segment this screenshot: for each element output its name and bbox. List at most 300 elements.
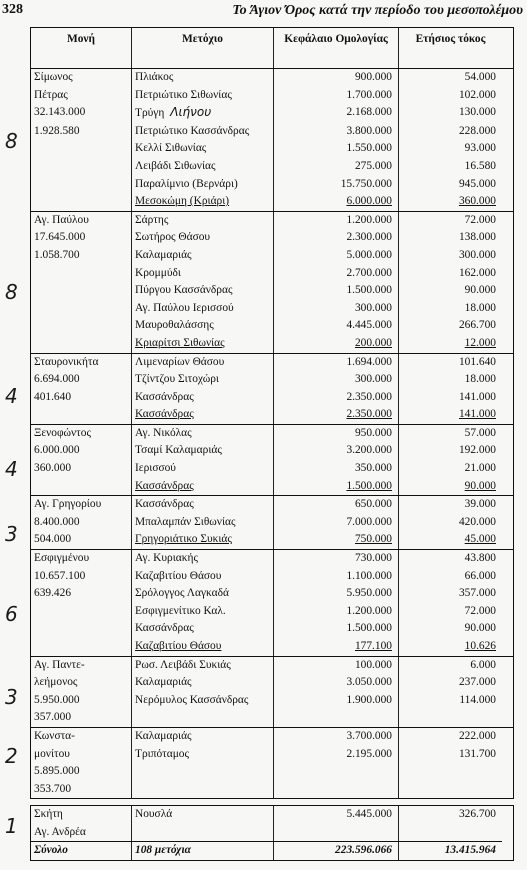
metochi-cell-text: Πετριώτικο Σιθωνίας xyxy=(135,88,232,101)
interest-cell-text: 266.700 xyxy=(458,319,496,332)
metochi-cell xyxy=(132,193,274,211)
page-header xyxy=(0,0,527,20)
table-header xyxy=(30,27,514,69)
capital-cell xyxy=(274,478,399,496)
metochi-cell xyxy=(132,746,274,764)
interest-cell xyxy=(399,406,502,424)
interest-cell xyxy=(399,728,502,746)
interest-cell-text: 114.000 xyxy=(459,693,496,706)
interest-cell xyxy=(399,104,502,123)
metochi-cell xyxy=(132,389,274,407)
interest-cell xyxy=(399,657,502,675)
capital-cell xyxy=(274,317,399,335)
interest-cell: 326.700 xyxy=(458,808,496,820)
margin-note: 4 xyxy=(5,383,18,408)
monastery-cell xyxy=(31,212,132,230)
metochi-cell-text: Μπαλαμπάν Σιθωνίας xyxy=(135,515,236,528)
metochi-cell-text: Κασσάνδρας xyxy=(135,408,194,421)
table-row xyxy=(31,496,513,514)
table-row xyxy=(31,300,513,318)
interest-cell-text: 138.000 xyxy=(458,231,496,244)
margin-note: 3 xyxy=(5,684,18,709)
metochi-cell xyxy=(132,460,274,478)
metochi-cell-text: Πλιάκος xyxy=(135,71,174,83)
monastery-cell-text: 32.143.000 xyxy=(34,106,86,119)
capital-cell-text: 1.900.000 xyxy=(346,693,392,706)
margin-note: 4 xyxy=(5,456,18,481)
interest-cell-text: 222.000 xyxy=(458,729,496,742)
metochi-cell-text: Κριαρίτσι Σιθωνίας xyxy=(135,336,225,349)
metochi-cell xyxy=(132,514,274,532)
monastery-cell-text: Ξενοφώντος xyxy=(34,426,91,439)
monastery-cell xyxy=(31,317,132,335)
monastery-cell xyxy=(31,371,132,389)
monastery-cell xyxy=(31,763,132,781)
monastery-cell-text: 401.640 xyxy=(34,390,72,403)
interest-cell-text: 192.000 xyxy=(458,444,496,457)
capital-cell xyxy=(274,425,399,443)
capital-cell xyxy=(274,212,399,230)
interest-cell-text: 141.000 xyxy=(458,390,496,403)
metochi-cell xyxy=(132,568,274,586)
interest-cell xyxy=(399,568,502,586)
interest-cell-text: 101.640 xyxy=(458,355,496,368)
skete-section xyxy=(5,805,514,861)
metochi-cell: Νουσλά xyxy=(132,806,274,824)
capital-cell xyxy=(274,585,399,603)
metochi-cell-text: Μεσοκώμη (Κριάρι) xyxy=(135,195,230,208)
interest-cell xyxy=(399,620,502,638)
metochi-cell xyxy=(132,354,274,372)
interest-cell-text: 102.000 xyxy=(458,88,496,101)
capital-cell xyxy=(274,104,399,123)
header-monastery: Μονή xyxy=(31,28,132,68)
capital-cell xyxy=(274,550,399,568)
capital-cell-text: 1.500.000 xyxy=(346,284,392,297)
interest-cell xyxy=(399,300,502,318)
total-metochi-count: 108 μετόχια xyxy=(132,841,274,860)
capital-cell-text: 5.950.000 xyxy=(346,587,392,600)
capital-cell-text: 3.200.000 xyxy=(346,444,392,457)
metochi-cell xyxy=(132,442,274,460)
monastery-cell-text: 1.928.580 xyxy=(34,124,80,137)
monastery-cell xyxy=(31,265,132,283)
capital-cell-text: 300.000 xyxy=(354,373,392,386)
capital-cell-text: 275.000 xyxy=(354,159,392,172)
metochi-cell xyxy=(132,406,274,424)
metochi-cell-text: Καλαμαριάς xyxy=(135,676,192,689)
capital-cell-text: 1.100.000 xyxy=(346,569,392,582)
interest-cell xyxy=(399,692,502,710)
metochi-cell xyxy=(132,692,274,710)
metochi-cell xyxy=(132,781,274,799)
interest-cell-text: 6.000 xyxy=(470,658,496,671)
interest-cell-text: 12.000 xyxy=(464,336,496,349)
total-label: Σύνολο xyxy=(31,841,132,860)
capital-cell-text: 950.000 xyxy=(354,426,392,439)
interest-cell-text: 360.000 xyxy=(458,195,496,208)
total-row xyxy=(31,841,513,860)
header-capital: Κεφάλαιο Ομολογίας xyxy=(274,28,399,68)
interest-cell-text: 54.000 xyxy=(464,71,496,83)
monastery-cell xyxy=(31,746,132,764)
metochi-cell xyxy=(132,317,274,335)
table-row xyxy=(31,69,513,87)
table-row xyxy=(31,728,513,746)
metochi-cell-text: Ρωσ. Λειβάδι Συκιάς xyxy=(135,658,231,671)
table-row xyxy=(31,247,513,265)
monastery-cell-text: Αγ. Γρηγορίου xyxy=(34,498,102,511)
capital-cell-text: 1.700.000 xyxy=(346,88,392,101)
table-row xyxy=(31,123,513,141)
table-row xyxy=(31,104,513,123)
capital-cell-text: 300.000 xyxy=(354,301,392,314)
interest-cell xyxy=(399,781,502,799)
interest-cell xyxy=(399,229,502,247)
metochi-cell-text: Πετριώτικο Κασσάνδρας xyxy=(135,124,250,137)
monastery-cell xyxy=(31,603,132,621)
monastery-cell xyxy=(31,620,132,638)
interest-cell-text: 141.000 xyxy=(458,408,496,421)
metochi-cell xyxy=(132,335,274,353)
interest-cell-text: 18.000 xyxy=(464,373,496,386)
capital-cell-text: 15.750.000 xyxy=(340,177,392,190)
metochi-cell xyxy=(132,300,274,318)
interest-cell xyxy=(399,603,502,621)
interest-cell-text: 130.000 xyxy=(458,106,496,119)
monastery-cell xyxy=(31,692,132,710)
interest-cell xyxy=(399,496,502,514)
metochi-cell-text: Αγ. Νικόλας xyxy=(135,426,192,439)
interest-cell xyxy=(399,69,502,87)
capital-cell-text: 100.000 xyxy=(354,658,392,671)
metochi-cell xyxy=(132,763,274,781)
margin-note: 1 xyxy=(5,814,18,838)
monastery-cell-text: 504.000 xyxy=(34,533,72,546)
monastery-group xyxy=(5,728,514,799)
handwritten-annotation: Λιήνου xyxy=(170,105,212,120)
table-row xyxy=(31,406,513,424)
interest-cell-text: 131.700 xyxy=(458,747,496,760)
monastery-cell xyxy=(31,406,132,424)
capital-cell xyxy=(274,123,399,141)
interest-cell xyxy=(399,247,502,265)
table-row xyxy=(31,389,513,407)
metochi-cell xyxy=(132,657,274,675)
metochi-cell xyxy=(132,104,274,123)
capital-cell xyxy=(274,371,399,389)
metochi-cell-text: Σωτήρος Θάσου xyxy=(135,231,211,244)
interest-cell xyxy=(399,514,502,532)
monastery-group xyxy=(5,354,514,425)
table-row xyxy=(31,478,513,496)
metochi-cell xyxy=(132,176,274,194)
monastery-cell xyxy=(31,550,132,568)
monastery-cell-text: Πέτρας xyxy=(34,88,68,101)
interest-cell xyxy=(399,442,502,460)
capital-cell-text: 177.100 xyxy=(354,640,392,652)
monastery-cell-text: λεήμονος xyxy=(34,676,78,689)
table-row xyxy=(31,317,513,335)
interest-cell-text: 162.000 xyxy=(458,266,496,279)
metochi-cell-text: Ιερισσού xyxy=(135,462,176,475)
interest-cell xyxy=(399,531,502,549)
table-row xyxy=(31,824,513,842)
monastery-cell-text: 360.000 xyxy=(34,462,72,475)
monastery-cell-text: Εσφιγμένου xyxy=(34,552,90,565)
table-row xyxy=(31,176,513,194)
table-row xyxy=(31,425,513,443)
monastery-cell xyxy=(31,176,132,194)
monastery-cell-text: 8.400.000 xyxy=(34,515,80,528)
capital-cell-text: 750.000 xyxy=(354,533,392,546)
margin-note: 2 xyxy=(5,743,18,768)
interest-cell xyxy=(399,425,502,443)
capital-cell xyxy=(274,335,399,353)
interest-cell-text: 57.000 xyxy=(464,426,496,439)
capital-cell-text: 4.445.000 xyxy=(346,319,392,332)
total-interest: 13.415.964 xyxy=(399,841,502,860)
interest-cell xyxy=(399,674,502,692)
metochi-cell xyxy=(132,247,274,265)
table-row xyxy=(31,158,513,176)
monastery-cell xyxy=(31,229,132,247)
interest-cell xyxy=(399,478,502,496)
monastery-cell xyxy=(31,140,132,158)
metochi-cell xyxy=(132,69,274,87)
capital-cell xyxy=(274,692,399,710)
monastery-cell-text: Σταυρονικήτα xyxy=(34,355,99,368)
metochi-cell-text: Γρηγοριάτικο Συκιάς xyxy=(135,533,232,546)
metochi-cell xyxy=(132,87,274,105)
monastery-cell-text: 6.000.000 xyxy=(34,444,80,457)
monastery-cell xyxy=(31,300,132,318)
capital-cell-text: 2.195.000 xyxy=(346,747,392,760)
monastery-cell xyxy=(31,69,132,87)
capital-cell xyxy=(274,531,399,549)
monastery-group xyxy=(5,212,514,354)
capital-cell xyxy=(274,674,399,692)
monastery-cell xyxy=(31,728,132,746)
capital-cell xyxy=(274,265,399,283)
interest-cell-text: 90.000 xyxy=(464,479,496,492)
capital-cell xyxy=(274,300,399,318)
table-row xyxy=(31,638,513,656)
capital-cell-text: 2.168.000 xyxy=(346,106,392,119)
capital-cell xyxy=(274,193,399,211)
table-row xyxy=(31,193,513,211)
metochi-cell-text: Κασσάνδρας xyxy=(135,390,194,403)
capital-cell-text: 200.000 xyxy=(354,336,392,349)
table-row xyxy=(31,568,513,586)
monastery-cell xyxy=(31,158,132,176)
capital-cell-text: 7.000.000 xyxy=(346,515,392,528)
interest-cell xyxy=(399,389,502,407)
monastery-cell xyxy=(31,531,132,549)
monastery-cell xyxy=(31,478,132,496)
capital-cell xyxy=(274,354,399,372)
interest-cell-text: 237.000 xyxy=(458,676,496,689)
metochi-cell-text: Κασσάνδρας xyxy=(135,479,194,492)
monastery-group xyxy=(5,550,514,657)
interest-cell xyxy=(399,317,502,335)
metochi-cell-text: Σρόλογγος Λαγκαδά xyxy=(135,587,229,600)
metochia-table xyxy=(5,27,514,799)
capital-cell: 5.445.000 xyxy=(274,806,399,824)
table-row xyxy=(31,335,513,353)
capital-cell xyxy=(274,657,399,675)
metochi-cell xyxy=(132,265,274,283)
margin-note: 3 xyxy=(5,522,18,547)
table-row xyxy=(31,746,513,764)
capital-cell xyxy=(274,568,399,586)
capital-cell-text: 3.800.000 xyxy=(346,124,392,137)
capital-cell xyxy=(274,282,399,300)
monastery-cell xyxy=(31,585,132,603)
interest-cell xyxy=(399,212,502,230)
monastery-cell xyxy=(31,425,132,443)
monastery-cell-text: 10.657.100 xyxy=(34,569,86,582)
capital-cell-text: 730.000 xyxy=(354,552,392,565)
metochi-cell-text: Τσαμί Καλαμαριάς xyxy=(135,444,222,457)
table-row xyxy=(31,531,513,549)
table-row xyxy=(31,212,513,230)
metochi-cell-text: Λειβάδι Σιθωνίας xyxy=(135,159,216,172)
monastery-group xyxy=(5,657,514,728)
capital-cell-text: 1.550.000 xyxy=(346,142,392,155)
interest-cell-text: 72.000 xyxy=(464,604,496,617)
capital-cell xyxy=(274,709,399,727)
metochi-cell-text: Καζαβιτίου Θάσου xyxy=(135,569,222,582)
monastery-cell xyxy=(31,389,132,407)
metochi-cell xyxy=(132,140,274,158)
monastery-cell-text: Κωνστα- xyxy=(34,729,75,742)
capital-cell-text: 350.000 xyxy=(354,462,392,475)
interest-cell xyxy=(399,746,502,764)
capital-cell xyxy=(274,158,399,176)
metochi-cell xyxy=(132,585,274,603)
monastery-cell xyxy=(31,709,132,727)
metochi-cell-text: Κασσάνδρας xyxy=(135,498,194,511)
monastery-cell-text: 353.700 xyxy=(34,782,72,795)
table-row xyxy=(31,603,513,621)
monastery-cell-text: Αγ. Παύλου xyxy=(34,213,89,226)
monastery-cell xyxy=(31,514,132,532)
metochi-cell xyxy=(132,123,274,141)
metochi-cell xyxy=(132,496,274,514)
metochi-cell xyxy=(132,728,274,746)
metochi-cell-text: Καζαβιτίου Θάσου xyxy=(135,640,222,652)
interest-cell-text: 39.000 xyxy=(464,498,496,511)
capital-cell xyxy=(274,638,399,656)
table-row xyxy=(31,354,513,372)
monastery-group xyxy=(5,425,514,496)
capital-cell xyxy=(274,176,399,194)
table-row xyxy=(31,806,513,824)
interest-cell xyxy=(399,638,502,656)
capital-cell-text: 3.050.000 xyxy=(346,676,392,689)
interest-cell xyxy=(399,763,502,781)
margin-note: 8 xyxy=(5,279,18,304)
monastery-cell xyxy=(31,193,132,211)
capital-cell-text: 2.350.000 xyxy=(346,408,392,421)
metochi-cell-text: Μαυροθαλάσσης xyxy=(135,319,214,332)
capital-cell xyxy=(274,389,399,407)
metochi-cell xyxy=(132,638,274,656)
interest-cell-text: 228.000 xyxy=(458,124,496,137)
interest-cell xyxy=(399,335,502,353)
metochi-cell-text: Τζίντζου Σιτοχώρι xyxy=(135,373,219,386)
interest-cell xyxy=(399,709,502,727)
table-row xyxy=(31,229,513,247)
interest-cell-text: 18.000 xyxy=(464,301,496,314)
capital-cell xyxy=(274,514,399,532)
interest-cell xyxy=(399,282,502,300)
metochi-cell xyxy=(132,603,274,621)
interest-cell-text: 72.000 xyxy=(464,213,496,226)
capital-cell-text: 900.000 xyxy=(354,71,392,83)
metochi-cell-text: Τρύγη xyxy=(135,107,165,120)
monastery-group xyxy=(5,496,514,550)
monastery-cell-text: μονίτου xyxy=(34,747,70,760)
capital-cell-text: 650.000 xyxy=(354,498,392,511)
interest-cell xyxy=(399,123,502,141)
capital-cell xyxy=(274,140,399,158)
interest-cell xyxy=(399,550,502,568)
metochi-cell xyxy=(132,531,274,549)
interest-cell xyxy=(399,824,502,842)
capital-cell xyxy=(274,763,399,781)
interest-cell xyxy=(399,176,502,194)
table-row xyxy=(31,87,513,105)
metochi-cell-text: Εσφιγμενίτικο Καλ. xyxy=(135,604,226,617)
table-row xyxy=(31,692,513,710)
interest-cell-text: 45.000 xyxy=(464,533,496,546)
capital-cell-text: 5.000.000 xyxy=(346,248,392,261)
table-body xyxy=(5,69,514,799)
monastery-cell xyxy=(31,354,132,372)
interest-cell-text: 357.000 xyxy=(458,587,496,600)
table-row xyxy=(31,585,513,603)
monastery-cell xyxy=(31,638,132,656)
metochi-cell-text: Σάρτης xyxy=(135,213,169,226)
metochi-cell-text: Καλαμαριάς xyxy=(135,248,192,261)
metochi-cell-text: Τριπόταμος xyxy=(135,747,190,760)
interest-cell xyxy=(399,158,502,176)
metochi-cell xyxy=(132,478,274,496)
metochi-cell xyxy=(132,550,274,568)
interest-cell-text: 10.626 xyxy=(464,640,496,652)
metochi-cell-text: Καλαμαριάς xyxy=(135,729,192,742)
interest-cell xyxy=(399,140,502,158)
metochi-cell-text: Κρομμύδι xyxy=(135,266,181,279)
capital-cell xyxy=(274,603,399,621)
interest-cell xyxy=(399,460,502,478)
capital-cell xyxy=(274,460,399,478)
metochi-cell xyxy=(132,824,274,842)
capital-cell xyxy=(274,824,399,842)
table-row xyxy=(31,620,513,638)
monastery-cell: Αγ. Ανδρέα xyxy=(31,824,132,842)
table-row xyxy=(31,514,513,532)
metochi-cell xyxy=(132,425,274,443)
table-row xyxy=(31,460,513,478)
capital-cell-text: 1.694.000 xyxy=(346,355,392,368)
table-row xyxy=(31,781,513,799)
capital-cell-text: 2.700.000 xyxy=(346,266,392,279)
monastery-cell xyxy=(31,460,132,478)
table-row xyxy=(31,550,513,568)
